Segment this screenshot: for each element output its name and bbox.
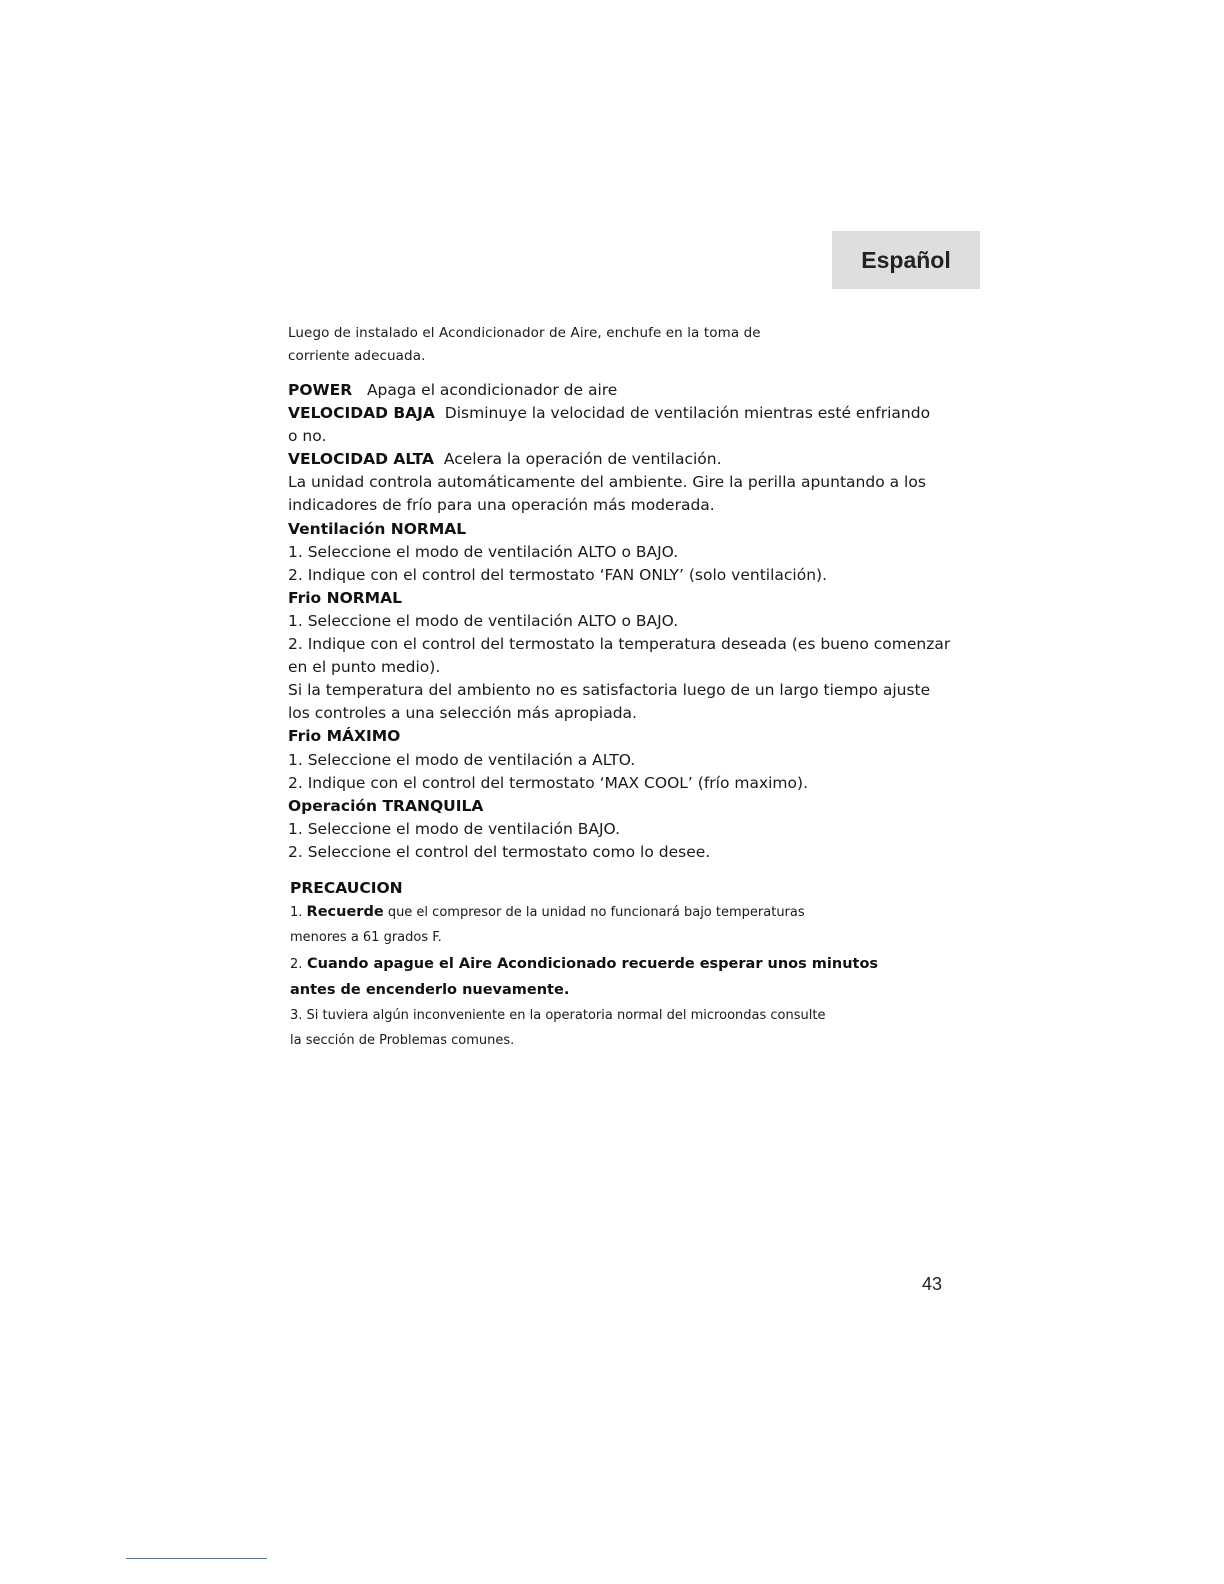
caution-item-1-cont: menores a 61 grados F. bbox=[290, 929, 442, 945]
low-speed-label: VELOCIDAD BAJA bbox=[288, 404, 435, 423]
low-speed-line-2: o no. bbox=[288, 427, 327, 446]
caution-item-2 bbox=[290, 952, 910, 978]
cool-normal-step: en el punto medio). bbox=[288, 658, 441, 677]
intro-paragraph bbox=[288, 322, 848, 368]
high-speed-text: Acelera la operación de ventilación. bbox=[443, 450, 722, 469]
low-speed-text: Disminuye la velocidad de ventilación mientras esté enfriando bbox=[444, 404, 931, 423]
cool-normal-step: 2. Indique con el control del termostato la temperatura deseada (es bueno comenzar bbox=[288, 635, 951, 654]
caution-item-1-bold: Recuerde bbox=[306, 904, 384, 920]
caution-item-3: 3. Si tuviera algún inconveniente en la operatoria normal del microondas consulte bbox=[290, 1008, 826, 1023]
quiet-step: 2. Seleccione el control del termostato como lo desee. bbox=[288, 842, 711, 861]
auto-note-line: indicadores de frío para una operación más moderada. bbox=[288, 496, 715, 515]
intro-line: Luego de instalado el Acondicionador de Aire, enchufe en la toma de bbox=[288, 325, 761, 341]
caution-item-3-cont: la sección de Problemas comunes. bbox=[290, 1032, 515, 1048]
intro-line: corriente adecuada. bbox=[288, 348, 426, 364]
cool-max-step: 1. Seleccione el modo de ventilación a ALTO. bbox=[288, 750, 636, 769]
caution-item-2-number: 2. bbox=[290, 957, 303, 972]
fan-normal-step: 1. Seleccione el modo de ventilación ALTO o BAJO. bbox=[288, 542, 679, 561]
caution-item-1 bbox=[290, 900, 910, 926]
cool-max-step: 2. Indique con el control del termostato ‘MAX COOL’ (frío maximo). bbox=[288, 773, 808, 792]
auto-note-line: La unidad controla automáticamente del ambiente. Gire la perilla apuntando a los bbox=[288, 473, 926, 492]
caution-item-1-number: 1. bbox=[290, 905, 303, 920]
caution-section bbox=[290, 876, 910, 1053]
high-speed-line bbox=[288, 448, 938, 471]
controls-description bbox=[288, 379, 951, 864]
caution-item-1-text: que el compresor de la unidad no funcionará bajo temperaturas bbox=[387, 905, 805, 920]
power-line bbox=[288, 379, 938, 402]
caution-item-2-cont: antes de encenderlo nuevamente. bbox=[290, 981, 570, 998]
footnote-rule bbox=[126, 1558, 267, 1559]
language-tab: Español bbox=[832, 231, 980, 289]
fan-normal-step: 2. Indique con el control del termostato ‘FAN ONLY’ (solo ventilación). bbox=[288, 565, 827, 584]
fan-normal-heading: Ventilación NORMAL bbox=[288, 519, 467, 538]
page-number: 43 bbox=[922, 1274, 943, 1294]
caution-item-2-bold: Cuando apague el Aire Acondicionado recuerde esperar unos minutos bbox=[307, 956, 879, 972]
cool-normal-note: los controles a una selección más apropiada. bbox=[288, 704, 637, 723]
cool-normal-step: 1. Seleccione el modo de ventilación ALTO o BAJO. bbox=[288, 611, 679, 630]
quiet-step: 1. Seleccione el modo de ventilación BAJO. bbox=[288, 819, 621, 838]
cool-normal-heading: Frio NORMAL bbox=[288, 588, 402, 607]
power-text: Apaga el acondicionador de aire bbox=[366, 381, 618, 399]
low-speed-line bbox=[288, 402, 938, 425]
high-speed-label: VELOCIDAD ALTA bbox=[288, 450, 435, 469]
power-label: POWER bbox=[288, 381, 353, 399]
cool-max-heading: Frio MÁXIMO bbox=[288, 727, 401, 746]
quiet-heading: Operación TRANQUILA bbox=[288, 796, 484, 815]
caution-heading: PRECAUCION bbox=[290, 879, 403, 897]
cool-normal-note: Si la temperatura del ambiento no es satisfactoria luego de un largo tiempo ajuste bbox=[288, 681, 931, 700]
